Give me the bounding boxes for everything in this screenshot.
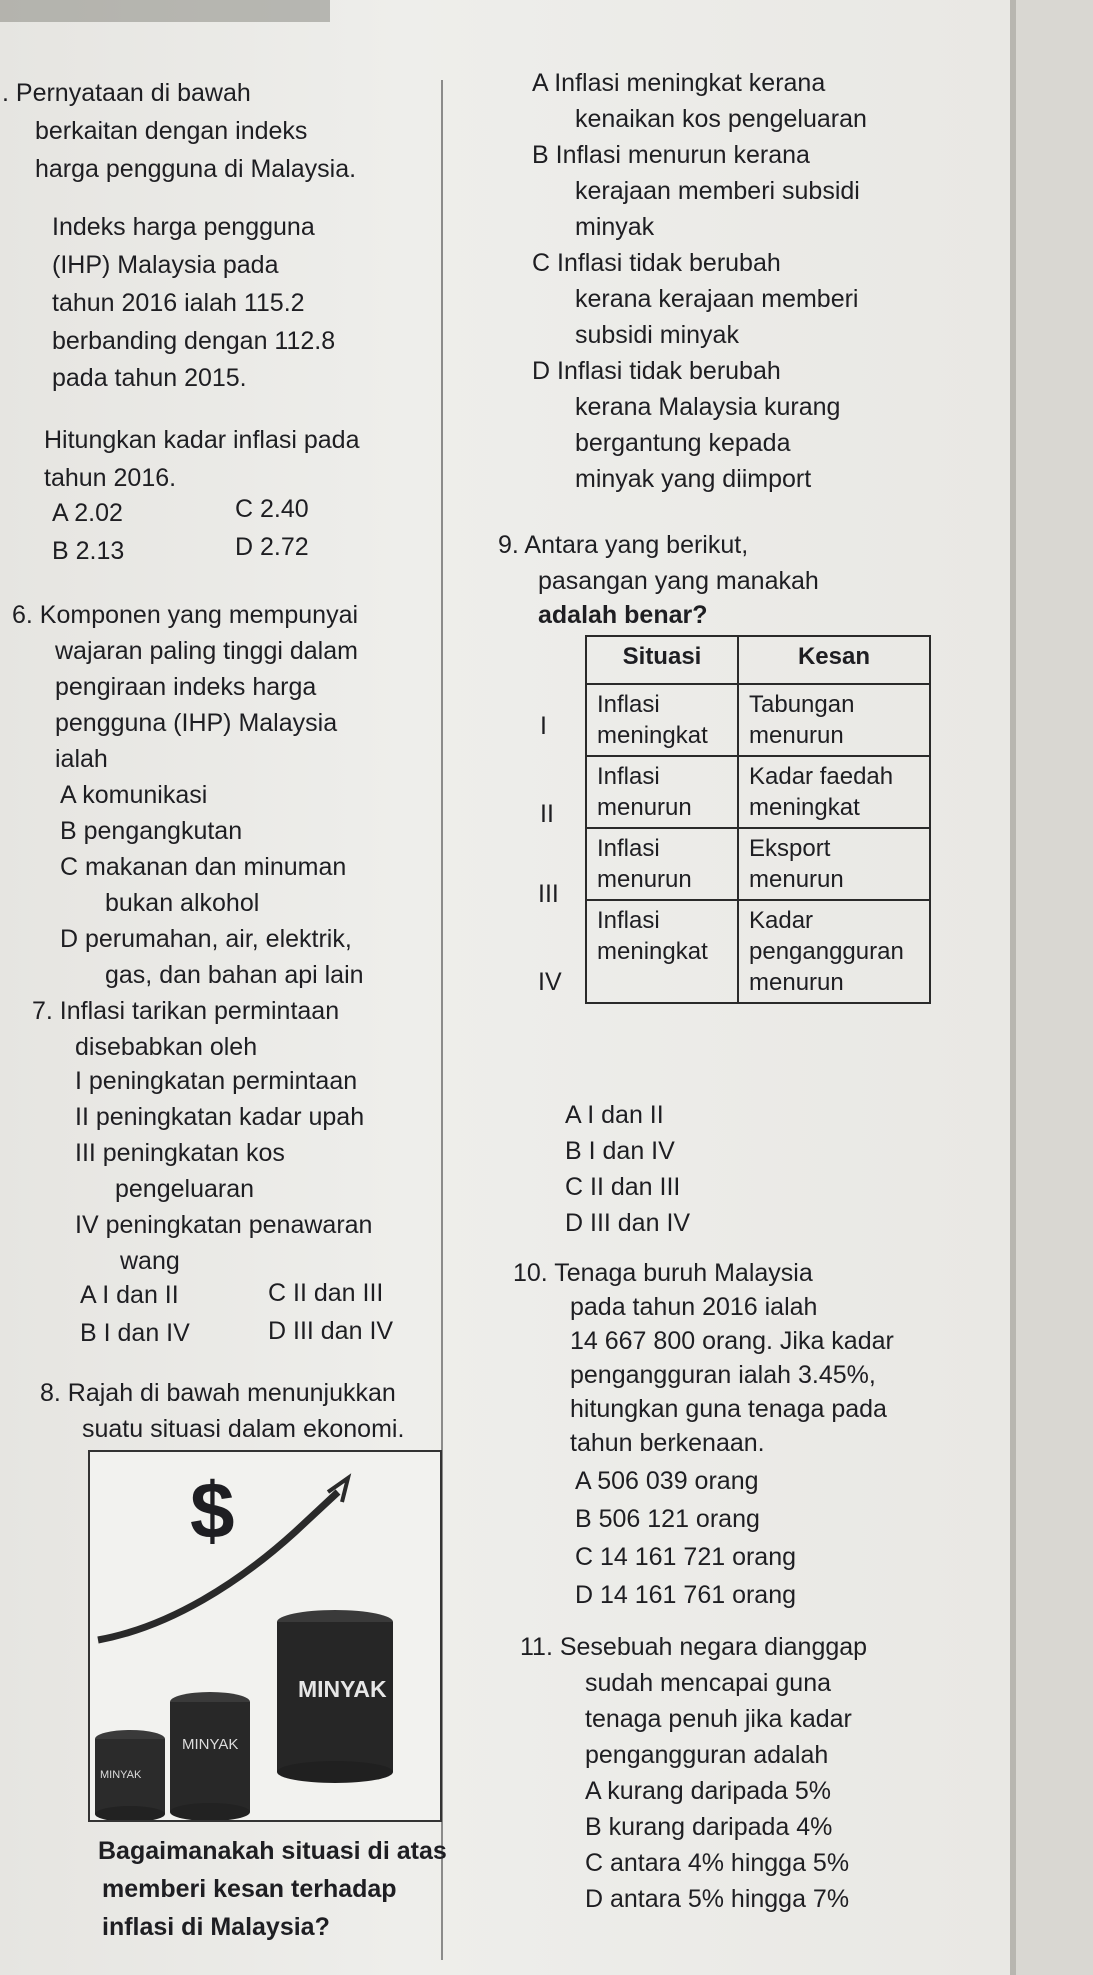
- q10-option-b[interactable]: B 506 121 orang: [575, 1505, 760, 1533]
- q5-stem-2: berkaitan dengan indeks: [35, 117, 308, 145]
- q9-option-b[interactable]: B I dan IV: [565, 1137, 675, 1165]
- q5-stem-3: harga pengguna di Malaysia.: [35, 155, 357, 183]
- q9-row-num-1: I: [540, 712, 547, 740]
- q5-info-4: berbanding dengan 112.8: [52, 327, 336, 355]
- situasi-cell: Inflasi menurun: [586, 828, 738, 900]
- q6-option-d[interactable]: D perumahan, air, elektrik,: [60, 925, 352, 953]
- q6-stem-5: ialah: [55, 745, 108, 773]
- q9-stem-1: 9. Antara yang berikut,: [498, 531, 749, 559]
- q6-option-d-cont: gas, dan bahan api lain: [105, 961, 364, 989]
- q10-stem-6: tahun berkenaan.: [570, 1429, 765, 1457]
- q8-ask-1: Bagaimanakah situasi di atas: [98, 1837, 447, 1865]
- q6-stem-1: 6. Komponen yang mempunyai: [12, 601, 359, 629]
- q10-stem-1: 10. Tenaga buruh Malaysia: [513, 1259, 813, 1287]
- q11-option-d[interactable]: D antara 5% hingga 7%: [585, 1885, 850, 1913]
- situasi-cell: Inflasi meningkat: [586, 900, 738, 1003]
- q9-row-num-2: II: [540, 800, 554, 828]
- q7-stem-2: disebabkan oleh: [75, 1033, 258, 1061]
- q6-stem-2: wajaran paling tinggi dalam: [55, 637, 358, 665]
- q8-option-a-cont: kenaikan kos pengeluaran: [575, 105, 867, 133]
- q8-option-b-cont: kerajaan memberi subsidi: [575, 177, 860, 205]
- q6-option-a[interactable]: A komunikasi: [60, 781, 208, 809]
- q11-stem-2: sudah mencapai guna: [585, 1669, 832, 1697]
- q8-ask-2: memberi kesan terhadap: [102, 1875, 397, 1903]
- q7-stem-1: 7. Inflasi tarikan permintaan: [32, 997, 340, 1025]
- q5-ask-2: tahun 2016.: [44, 464, 177, 492]
- barrel-big-label: MINYAK: [298, 1676, 387, 1702]
- q8-option-c[interactable]: C Inflasi tidak berubah: [532, 249, 781, 277]
- q7-option-b[interactable]: B I dan IV: [80, 1319, 190, 1347]
- q8-option-a[interactable]: A Inflasi meningkat kerana: [532, 69, 826, 97]
- q7-item-4-cont: wang: [120, 1247, 180, 1275]
- q9-table-header: [586, 636, 930, 684]
- q8-option-b[interactable]: B Inflasi menurun kerana: [532, 141, 810, 169]
- kesan-cell: Eksport menurun: [738, 828, 930, 900]
- q6-stem-4: pengguna (IHP) Malaysia: [55, 709, 338, 737]
- q5-info-2: (IHP) Malaysia pada: [52, 251, 279, 279]
- q5-stem-1: . Pernyataan di bawah: [2, 79, 251, 107]
- q10-stem-5: hitungkan guna tenaga pada: [570, 1395, 887, 1423]
- kesan-cell: Kadar pengangguran menurun: [738, 900, 930, 1003]
- q8-stem-1: 8. Rajah di bawah menunjukkan: [40, 1379, 396, 1407]
- situasi-cell: Inflasi meningkat: [586, 684, 738, 756]
- situasi-cell: Inflasi menurun: [586, 756, 738, 828]
- q9-table: [585, 635, 931, 1004]
- q11-option-b[interactable]: B kurang daripada 4%: [585, 1813, 833, 1841]
- q9-option-c[interactable]: C II dan III: [565, 1173, 681, 1201]
- q7-item-3: III peningkatan kos: [75, 1139, 285, 1167]
- q10-option-c[interactable]: C 14 161 721 orang: [575, 1543, 797, 1571]
- q6-option-c-cont: bukan alkohol: [105, 889, 260, 917]
- q8-ask-3: inflasi di Malaysia?: [102, 1913, 330, 1941]
- barrel-small-label: MINYAK: [100, 1769, 142, 1781]
- q5-option-a[interactable]: A 2.02: [52, 499, 123, 527]
- q10-option-a[interactable]: A 506 039 orang: [575, 1467, 759, 1495]
- table-row: [586, 756, 930, 828]
- q5-option-c[interactable]: C 2.40: [235, 495, 309, 523]
- q10-stem-2: pada tahun 2016 ialah: [570, 1293, 818, 1321]
- q11-option-c[interactable]: C antara 4% hingga 5%: [585, 1849, 850, 1877]
- q5-info-1: Indeks harga pengguna: [52, 213, 315, 241]
- q5-option-d[interactable]: D 2.72: [235, 533, 309, 561]
- q10-stem-4: pengangguran ialah 3.45%,: [570, 1361, 876, 1389]
- q5-info-5: pada tahun 2015.: [52, 364, 247, 392]
- q8-option-d-cont2: bergantung kepada: [575, 429, 791, 457]
- q9-row-num-3: III: [538, 880, 559, 908]
- q8-option-d-cont3: minyak yang diimport: [575, 465, 812, 493]
- dollar-sign: $: [190, 1466, 235, 1555]
- kesan-cell: Tabungan menurun: [738, 684, 930, 756]
- q8-option-b-cont2: minyak: [575, 213, 655, 241]
- q6-option-c[interactable]: C makanan dan minuman: [60, 853, 347, 881]
- table-row: [586, 900, 930, 1003]
- table-row: [586, 828, 930, 900]
- q11-stem-4: pengangguran adalah: [585, 1741, 829, 1769]
- q7-option-c[interactable]: C II dan III: [268, 1279, 384, 1307]
- q8-option-c-cont: kerana kerajaan memberi: [575, 285, 859, 313]
- table-row: [586, 684, 930, 756]
- q11-stem-3: tenaga penuh jika kadar: [585, 1705, 852, 1733]
- q10-stem-3: 14 667 800 orang. Jika kadar: [570, 1327, 894, 1355]
- q6-option-b[interactable]: B pengangkutan: [60, 817, 243, 845]
- kesan-cell: Kadar faedah meningkat: [738, 756, 930, 828]
- q9-stem-3: adalah benar?: [538, 601, 708, 629]
- q9-option-a[interactable]: A I dan II: [565, 1101, 664, 1129]
- barrel-mid-label: MINYAK: [182, 1736, 239, 1753]
- q7-item-2: II peningkatan kadar upah: [75, 1103, 365, 1131]
- oil-price-figure: [88, 1450, 442, 1822]
- q7-item-4: IV peningkatan penawaran: [75, 1211, 373, 1239]
- q5-ask-1: Hitungkan kadar inflasi pada: [44, 426, 360, 454]
- q8-option-c-cont2: subsidi minyak: [575, 321, 739, 349]
- q8-option-d-cont: kerana Malaysia kurang: [575, 393, 841, 421]
- q7-item-3-cont: pengeluaran: [115, 1175, 255, 1203]
- q6-stem-3: pengiraan indeks harga: [55, 673, 317, 701]
- header-situasi: Situasi: [586, 636, 738, 684]
- q7-option-a[interactable]: A I dan II: [80, 1281, 179, 1309]
- q8-stem-2: suatu situasi dalam ekonomi.: [82, 1415, 405, 1443]
- oil-price-illustration: [90, 1452, 440, 1820]
- header-kesan: Kesan: [738, 636, 930, 684]
- q5-info-3: tahun 2016 ialah 115.2: [52, 289, 305, 317]
- q9-stem-2: pasangan yang manakah: [538, 567, 819, 595]
- q11-option-a[interactable]: A kurang daripada 5%: [585, 1777, 832, 1805]
- q9-option-d[interactable]: D III dan IV: [565, 1209, 691, 1237]
- q8-option-d[interactable]: D Inflasi tidak berubah: [532, 357, 781, 385]
- page-top-strip: [0, 0, 330, 22]
- q5-option-b[interactable]: B 2.13: [52, 537, 125, 565]
- q7-option-d[interactable]: D III dan IV: [268, 1317, 394, 1345]
- page-edge: [1010, 0, 1016, 1975]
- q10-option-d[interactable]: D 14 161 761 orang: [575, 1581, 797, 1609]
- q7-item-1: I peningkatan permintaan: [75, 1067, 358, 1095]
- q9-row-num-4: IV: [538, 968, 562, 996]
- q11-stem-1: 11. Sesebuah negara dianggap: [520, 1633, 868, 1661]
